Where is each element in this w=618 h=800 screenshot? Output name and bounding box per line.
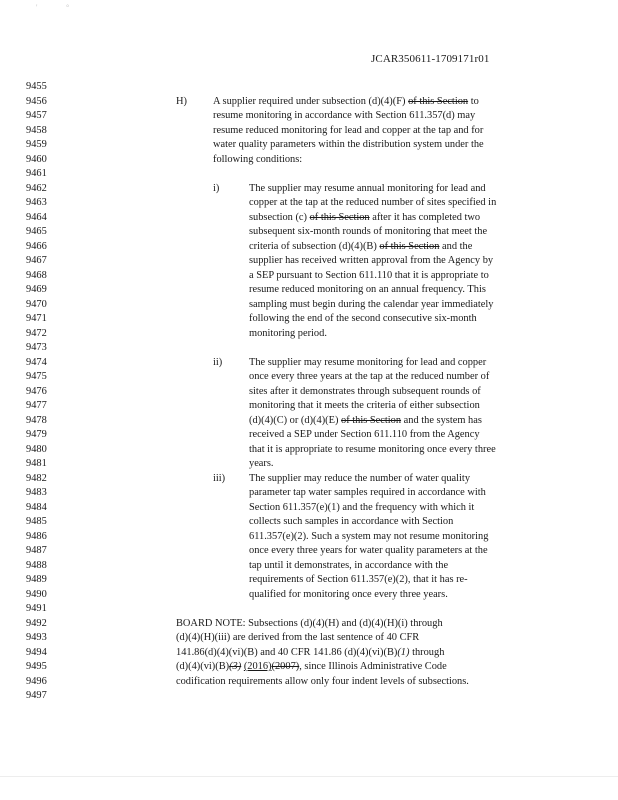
line-number: 9468 <box>26 269 47 281</box>
item-ii-line: (d)(4)(C) or (d)(4)(E) of this Section and the system has <box>249 414 482 426</box>
item-iii-line: collects such samples in accordance with Section <box>249 516 454 527</box>
deleted-text: of this Section <box>309 211 370 223</box>
line-number: 9456 <box>26 95 47 107</box>
item-i-label: i) <box>213 182 220 194</box>
line-number: 9483 <box>26 487 47 498</box>
item-iii-line: The supplier may reduce the number of water quality <box>249 472 471 484</box>
line-number: 9474 <box>26 356 47 368</box>
line-number: 9457 <box>26 110 47 121</box>
line-number: 9495 <box>26 661 47 672</box>
line-number: 9466 <box>26 240 47 252</box>
line-number: 9485 <box>26 516 47 527</box>
line-number: 9465 <box>26 226 47 237</box>
section-h-line: resume monitoring in accordance with Section 611.357(d) may <box>213 110 476 121</box>
corner-mark-right: ° <box>66 3 70 12</box>
item-ii-line: that it is appropriate to resume monitoring once every three <box>249 443 496 455</box>
line-number: 9487 <box>26 545 47 556</box>
line-number: 9461 <box>26 168 47 179</box>
item-i-line: a SEP pursuant to Section 611.110 that it is appropriate to <box>249 269 489 281</box>
line-number: 9455 <box>26 81 47 92</box>
line-number: 9481 <box>26 458 47 469</box>
line-number: 9464 <box>26 211 47 223</box>
scan-edge-line <box>0 776 618 777</box>
line-number-column <box>26 80 66 704</box>
corner-mark-left: ' <box>36 3 38 12</box>
line-number: 9473 <box>26 342 47 353</box>
item-i-line: following the end of the second consecutive six-month <box>249 313 477 324</box>
item-ii-line: years. <box>249 458 274 469</box>
section-h-line: A supplier required under subsection (d)(4)(F) of this Section to <box>213 95 479 107</box>
board-note-line: (d)(4)(H)(iii) are derived from the last sentence of 40 CFR <box>176 632 420 643</box>
item-ii-line: The supplier may resume monitoring for lead and copper <box>249 356 487 368</box>
line-number: 9470 <box>26 298 47 310</box>
board-note-line: BOARD NOTE: Subsections (d)(4)(H) and (d)(4)(H)(i) through <box>176 617 443 629</box>
line-number: 9490 <box>26 588 47 600</box>
line-number: 9458 <box>26 124 47 136</box>
line-number: 9467 <box>26 255 47 266</box>
line-number: 9477 <box>26 400 47 411</box>
line-number: 9469 <box>26 284 47 295</box>
item-i-line: subsection (c) of this Section after it has completed two <box>249 211 481 223</box>
item-i-line: criteria of subsection (d)(4)(B) of this Section and the <box>249 240 473 252</box>
line-number: 9478 <box>26 414 47 426</box>
item-ii-label: ii) <box>213 356 223 368</box>
line-number: 9482 <box>26 472 47 484</box>
line-number: 9492 <box>26 617 47 629</box>
item-ii-line: received a SEP under Section 611.110 from the Agency <box>249 429 480 440</box>
item-i-line: sampling must begin during the calendar year immediately <box>249 298 494 310</box>
line-number: 9471 <box>26 313 47 324</box>
line-number: 9491 <box>26 603 47 614</box>
deleted-text: of this Section <box>408 95 469 107</box>
line-number: 9484 <box>26 501 47 513</box>
item-iii-label: iii) <box>213 472 226 484</box>
item-i-line: monitoring period. <box>249 327 327 339</box>
item-iii-line: parameter tap water samples required in accordance with <box>249 487 486 498</box>
line-number: 9480 <box>26 443 47 455</box>
board-note-line: 141.86(d)(4)(vi)(B) and 40 CFR 141.86 (d)(4)(vi)(B)(1) through <box>176 646 445 658</box>
deleted-text: (3) <box>229 661 242 672</box>
line-number: 9459 <box>26 139 47 150</box>
item-iii-line: once every three years for water quality parameters at the <box>249 545 488 556</box>
document-id-header: JCAR350611-1709171r01 <box>371 53 490 65</box>
line-number: 9493 <box>26 632 47 643</box>
line-number: 9496 <box>26 675 47 687</box>
line-number: 9475 <box>26 371 47 382</box>
board-note-line: (d)(4)(vi)(B)(3) (2016)(2007), since Illinois Administrative Code <box>176 661 447 672</box>
item-ii-line: sites after it demonstrates through subsequent rounds of <box>249 385 481 397</box>
section-h-line: water quality parameters within the distribution system under the <box>213 139 484 150</box>
section-h-line: resume reduced monitoring for lead and copper at the tap and for <box>213 124 484 136</box>
section-h-label: H) <box>176 95 187 107</box>
section-h-line: following conditions: <box>213 153 303 165</box>
item-ii-line: monitoring that it meets the criteria of either subsection <box>249 400 480 411</box>
item-ii-line: once every three years at the tap at the reduced number of <box>249 371 490 382</box>
item-i-line: copper at the tap at the reduced number of sites specified in <box>249 197 497 208</box>
item-i-line: supplier has received written approval from the Agency by <box>249 255 494 266</box>
item-i-line: subsequent six-month rounds of monitoring that meet the <box>249 226 488 237</box>
deleted-text: of this Section <box>341 414 402 426</box>
deleted-text: of this Section <box>379 240 440 252</box>
line-number: 9479 <box>26 429 47 440</box>
item-iii-line: 611.357(e)(2). Such a system may not resume monitoring <box>249 530 489 542</box>
item-iii-line: tap until it demonstrates, in accordance with the <box>249 559 449 571</box>
item-i-line: The supplier may resume annual monitoring for lead and <box>249 182 486 194</box>
line-number: 9486 <box>26 530 47 542</box>
item-i-line: resume reduced monitoring on an annual frequency. This <box>249 284 486 295</box>
inserted-text: (2016) <box>243 661 272 672</box>
line-number: 9488 <box>26 559 47 571</box>
line-number: 9476 <box>26 385 47 397</box>
item-iii-line: requirements of Section 611.357(e)(2), that it has re- <box>249 574 468 585</box>
line-number: 9472 <box>26 327 47 339</box>
item-iii-line: Section 611.357(e)(1) and the frequency with which it <box>249 501 475 513</box>
item-iii-line: qualified for monitoring once every three years. <box>249 588 448 600</box>
line-number: 9494 <box>26 646 47 658</box>
board-note-line: codification requirements allow only four indent levels of subsections. <box>176 675 469 687</box>
line-number: 9497 <box>26 690 47 701</box>
line-number: 9463 <box>26 197 47 208</box>
line-number: 9460 <box>26 153 47 165</box>
deleted-text: (2007) <box>271 661 300 672</box>
line-number: 9489 <box>26 574 47 585</box>
line-number: 9462 <box>26 182 47 194</box>
